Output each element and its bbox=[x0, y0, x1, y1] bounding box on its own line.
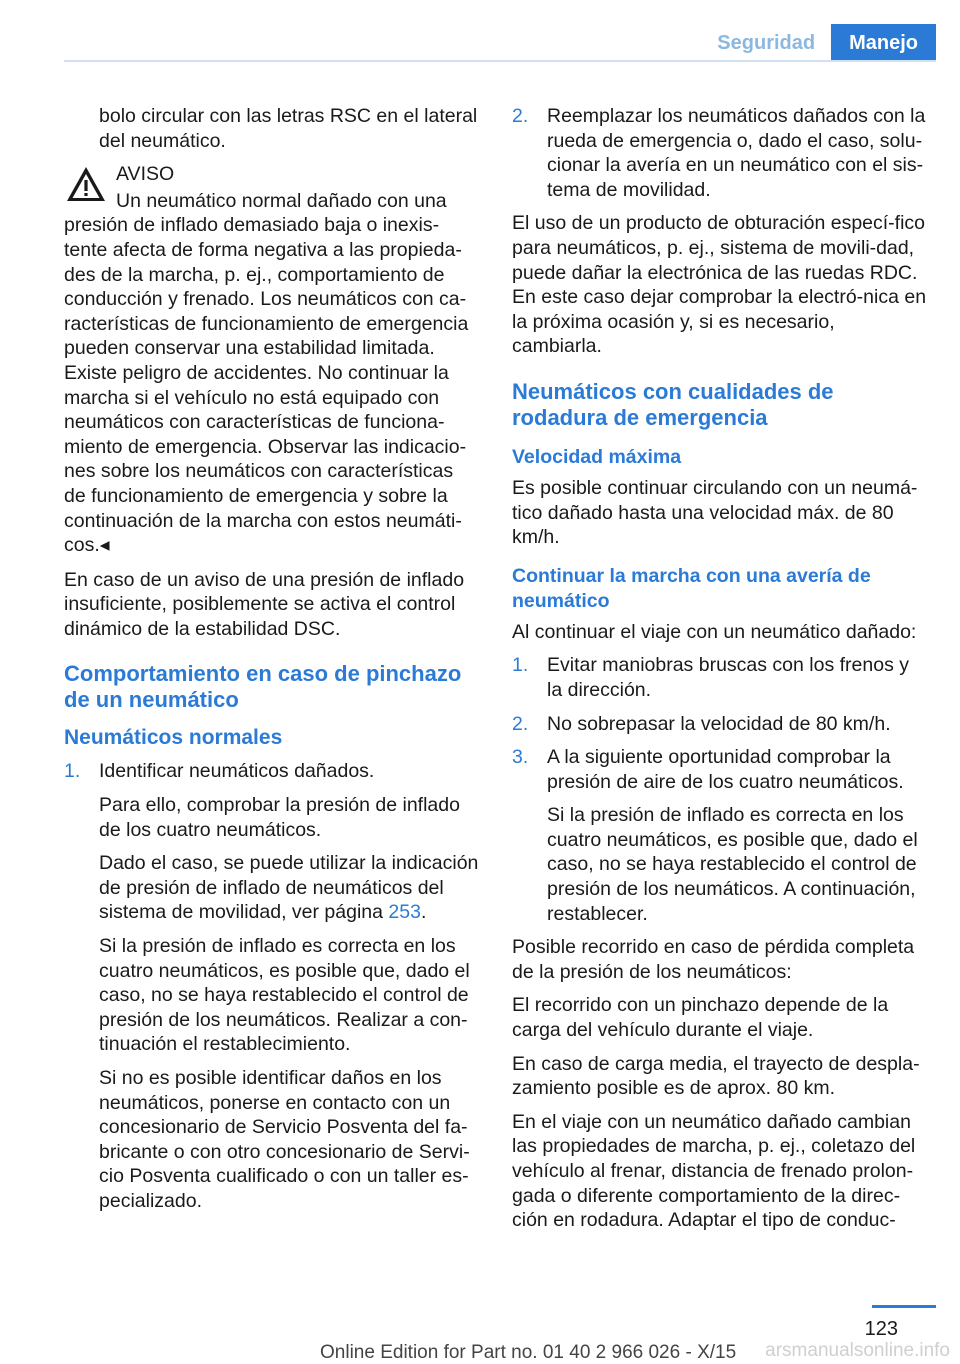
page-link[interactable]: 253 bbox=[388, 901, 421, 924]
continue-intro: Al continuar el viaje con un neumático dañado: bbox=[512, 620, 917, 643]
heading-puncture: Comportamiento en caso de pinchazo de un neumático bbox=[64, 661, 462, 713]
list-item bbox=[512, 745, 928, 926]
intro-paragraph: bolo circular con las letras RSC en el lateral del neumático. bbox=[99, 105, 478, 152]
step-text: Para ello, comprobar la presión de inflado de los cuatro neumáticos. bbox=[99, 794, 460, 841]
speed-paragraph: Es posible continuar circulando con un neumá‐tico dañado hasta una velocidad máx. de 80 km/h. bbox=[512, 476, 918, 549]
step-text: Reemplazar los neumáticos dañados con la rueda de emergencia o, dado el caso, solu‐cionar la avería en un neumático con el sis‐tema de movilidad. bbox=[547, 105, 926, 201]
step-number: 1. bbox=[64, 760, 81, 783]
distance-paragraph: En caso de carga media, el trayecto de despla‐zamiento posible es de aprox. 80 km. bbox=[512, 1052, 920, 1100]
list-item bbox=[512, 653, 928, 702]
footer-rule bbox=[872, 1305, 936, 1308]
heading-runflat: Neumáticos con cualidades de rodadura de emergencia bbox=[512, 378, 834, 430]
distance-paragraph: En el viaje con un neumático dañado cambian las propiedades de marcha, p. ej., coletazo del vehículo al frenar, distancia de frenado prolon‐gada o diferente comportamiento de la direc‐ción en rodadura. Adaptar el tipo de conduc‐ bbox=[512, 1110, 916, 1232]
warning-icon bbox=[66, 166, 106, 202]
step-number: 2. bbox=[512, 105, 529, 127]
list-text: No sobrepasar la velocidad de 80 km/h. bbox=[547, 712, 891, 735]
step-2 bbox=[512, 104, 928, 202]
heading-max-speed: Velocidad máxima bbox=[512, 445, 682, 468]
header-rule bbox=[64, 60, 936, 62]
tab-seguridad[interactable]: Seguridad bbox=[717, 31, 816, 54]
right-column bbox=[512, 104, 928, 1242]
distance-intro: Posible recorrido en caso de pérdida completa de la presión de los neumáticos: bbox=[512, 936, 915, 983]
step-text: Si la presión de inflado es correcta en los cuatro neumáticos, es posible que, dado el caso, no se haya restablecido el control de presión de los neumáticos. Realizar a con‐tinuación el restablecimiento. bbox=[99, 935, 470, 1056]
list-text: A la siguiente oportunidad comprobar la presión de aire de los cuatro neumáticos. bbox=[547, 746, 904, 793]
warning-text: presión de inflado demasiado baja o inexis‐tente afecta de forma negativa a las propieda‐des de la marcha, p. ej., comportamiento de conducción y frenado. Los neumáticos con ca‐racterísticas de funcionamiento de emergencia pueden conservar una estabilidad limitada. Existe peligro de accidentes. No continuar la marcha si el vehículo no está equipado con neumáticos con características de funciona‐miento de emergencia. Observar las indicacio‐nes sobre los neumáticos con características de funcionamiento de emergencia y sobre la continuación de la marcha con estos neumáti‐cos.◂ bbox=[64, 214, 469, 557]
list-number: 3. bbox=[512, 746, 529, 769]
warning-title: AVISO bbox=[116, 163, 175, 186]
distance-paragraph: El recorrido con un pinchazo depende de la carga del vehículo durante el viaje. bbox=[512, 994, 889, 1042]
header-tabs bbox=[701, 24, 936, 62]
watermark: arsmanualsonline.info bbox=[765, 1340, 950, 1361]
step-text: Si no es posible identificar daños en los neumáticos, ponerse en contacto con un concesionario de Servicio Posventa del fa‐bricante o con otro concesionario de Servi‐cio Posventa cualificado o con un taller es‐pecializado. bbox=[99, 1067, 470, 1212]
list-item bbox=[512, 712, 928, 737]
heading-continue: Continuar la marcha con una avería de neumático bbox=[512, 564, 871, 612]
warning-block bbox=[64, 162, 480, 558]
heading-normal-tires: Neumáticos normales bbox=[64, 726, 283, 750]
list-number: 1. bbox=[512, 654, 529, 677]
dsc-paragraph: En caso de un aviso de una presión de inflado insuficiente, posiblemente se activa el control dinámico de la estabilidad DSC. bbox=[64, 568, 465, 640]
step-title: Identificar neumáticos dañados. bbox=[99, 760, 375, 783]
left-column bbox=[64, 104, 480, 1223]
edition-text: Online Edition for Part no. 01 40 2 966 026 - X/15 bbox=[320, 1342, 737, 1363]
tab-manejo[interactable]: Manejo bbox=[831, 24, 936, 62]
warning-first-line: Un neumático normal dañado con una bbox=[116, 189, 447, 212]
step-text: Dado el caso, se puede utilizar la indicación de presión de inflado de neumáticos del sistema de movilidad, ver página bbox=[99, 852, 479, 924]
list-text: Evitar maniobras bruscas con los frenos y la dirección. bbox=[547, 654, 909, 701]
page-number: 123 bbox=[864, 1318, 898, 1340]
list-number: 2. bbox=[512, 712, 529, 735]
step-1 bbox=[64, 759, 480, 1213]
sealant-paragraph: El uso de un producto de obturación especí‐fico para neumáticos, p. ej., sistema de movili‐dad, puede dañar la electrónica de las ruedas RDC. En este caso dejar comprobar la electró‐nica en la próxima ocasión y, si es necesario, cambiarla. bbox=[512, 212, 927, 358]
list-subtext: Si la presión de inflado es correcta en los cuatro neumáticos, es posible que, dado el caso, no se haya restablecido el control de presión de los neumáticos. A continuación, restablecer. bbox=[547, 804, 918, 925]
step-text-with-link bbox=[99, 851, 480, 925]
step-text: . bbox=[420, 901, 427, 924]
